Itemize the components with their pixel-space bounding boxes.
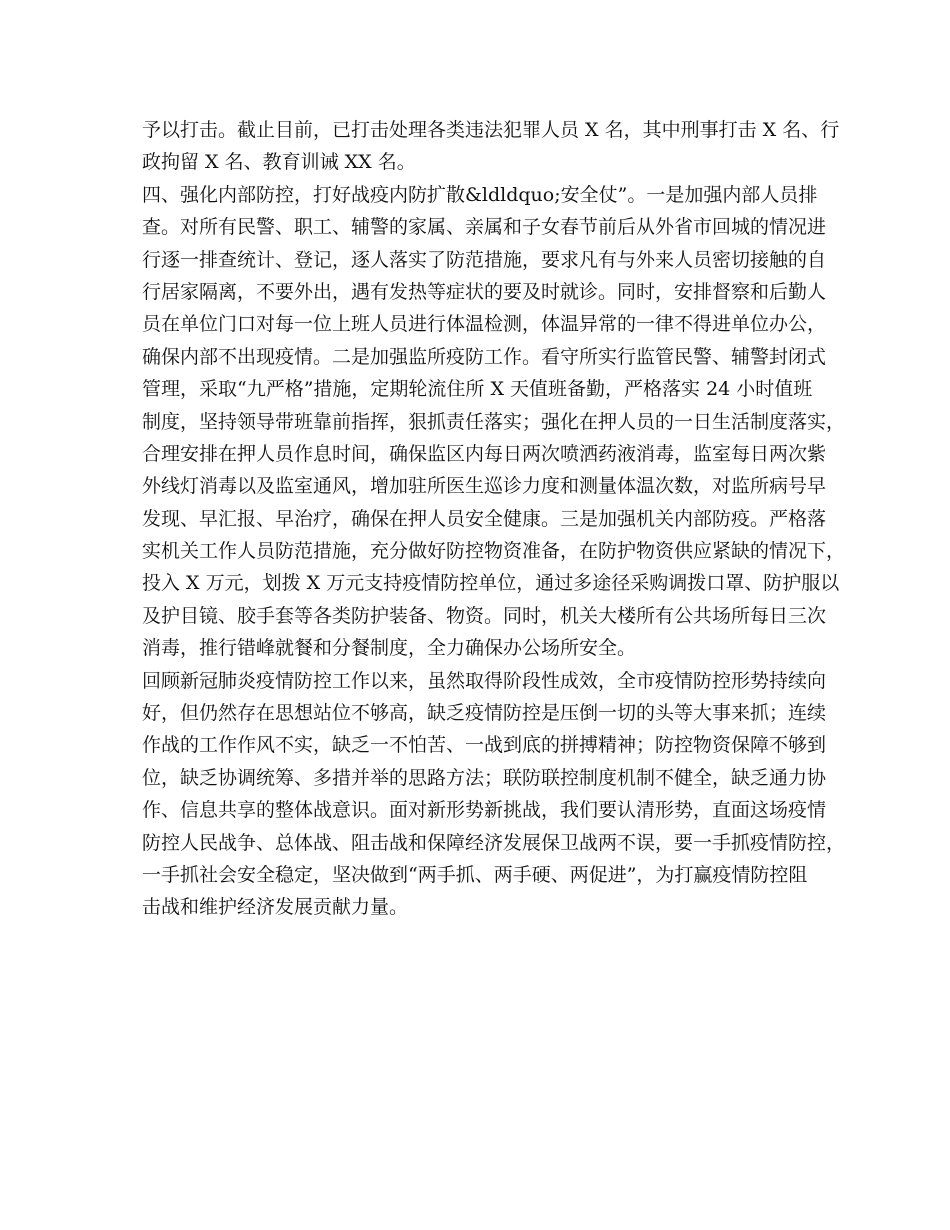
text-line: 确保内部不出现疫情。二是加强监所疫防工作。看守所实行监管民警、辅警封闭式: [142, 345, 827, 368]
document-body: [142, 114, 846, 924]
text-line: 位，缺乏协调统筹、多措并举的思路方法；联防联控制度机制不健全，缺乏通力协: [142, 766, 827, 789]
text-line: 查。对所有民警、职工、辅警的家属、亲属和子女春节前后从外省市回城的情况进: [142, 216, 827, 239]
text-line: 管理，采取“九严格”措施，定期轮流住所 X 天值班备勤，严格落实 24 小时值班: [142, 378, 813, 401]
text-line: 四、强化内部防控，打好战疫内防扩散&ldldquo;安全仗”。一是加强内部人员排: [142, 183, 818, 206]
text-line: 一手抓社会安全稳定，坚决做到“两手抓、两手硬、两促进”，为打赢疫情防控阻: [142, 863, 808, 886]
text-line: 防控人民战争、总体战、阻击战和保障经济发展保卫战两不误，要一手抓疫情防控，: [142, 831, 846, 854]
text-line: 合理安排在押人员作息时间，确保监区内每日两次喷洒药液消毒，监室每日两次紫: [142, 442, 827, 465]
text-line: 政拘留 X 名、教育训诫 XX 名。: [142, 151, 416, 174]
text-line: 实机关工作人员防范措施，充分做好防控物资准备，在防护物资供应紧缺的情况下，: [142, 540, 846, 563]
text-line: 制度，坚持领导带班靠前指挥，狠抓责任落实；强化在押人员的一日生活制度落实，: [142, 410, 846, 433]
text-line: 回顾新冠肺炎疫情防控工作以来，虽然取得阶段性成效，全市疫情防控形势持续向: [142, 669, 827, 692]
text-line: 作、信息共享的整体战意识。面对新形势新挑战，我们要认清形势，直面这场疫情: [142, 799, 827, 822]
text-line: 击战和维护经济发展贡献力量。: [142, 896, 409, 919]
text-line: 作战的工作作风不实，缺乏一不怕苦、一战到底的拼搏精神；防控物资保障不够到: [142, 734, 827, 757]
text-line: 员在单位门口对每一位上班人员进行体温检测，体温异常的一律不得进单位办公，: [142, 313, 827, 336]
text-line: 予以打击。截止目前，已打击处理各类违法犯罪人员 X 名，其中刑事打击 X 名、行: [142, 119, 840, 141]
text-line: 行居家隔离，不要外出，遇有发热等症状的要及时就诊。同时，安排督察和后勤人: [142, 280, 827, 303]
text-line: 行逐一排查统计、登记，逐人落实了防范措施，要求凡有与外来人员密切接触的自: [142, 248, 827, 271]
text-line: 投入 X 万元，划拨 X 万元支持疫情防控单位，通过多途径采购调拨口罩、防护服以: [142, 572, 840, 595]
text-line: 发现、早汇报、早治疗，确保在押人员安全健康。三是加强机关内部防疫。严格落: [142, 507, 827, 530]
text-line: 消毒，推行错峰就餐和分餐制度，全力确保办公场所安全。: [142, 637, 637, 660]
text-line: 及护目镜、胶手套等各类防护装备、物资。同时，机关大楼所有公共场所每日三次: [142, 604, 827, 627]
text-line: 外线灯消毒以及监室通风，增加驻所医生巡诊力度和测量体温次数，对监所病号早: [142, 475, 827, 498]
text-line: 好，但仍然存在思想站位不够高，缺乏疫情防控是压倒一切的头等大事来抓；连续: [142, 702, 827, 725]
